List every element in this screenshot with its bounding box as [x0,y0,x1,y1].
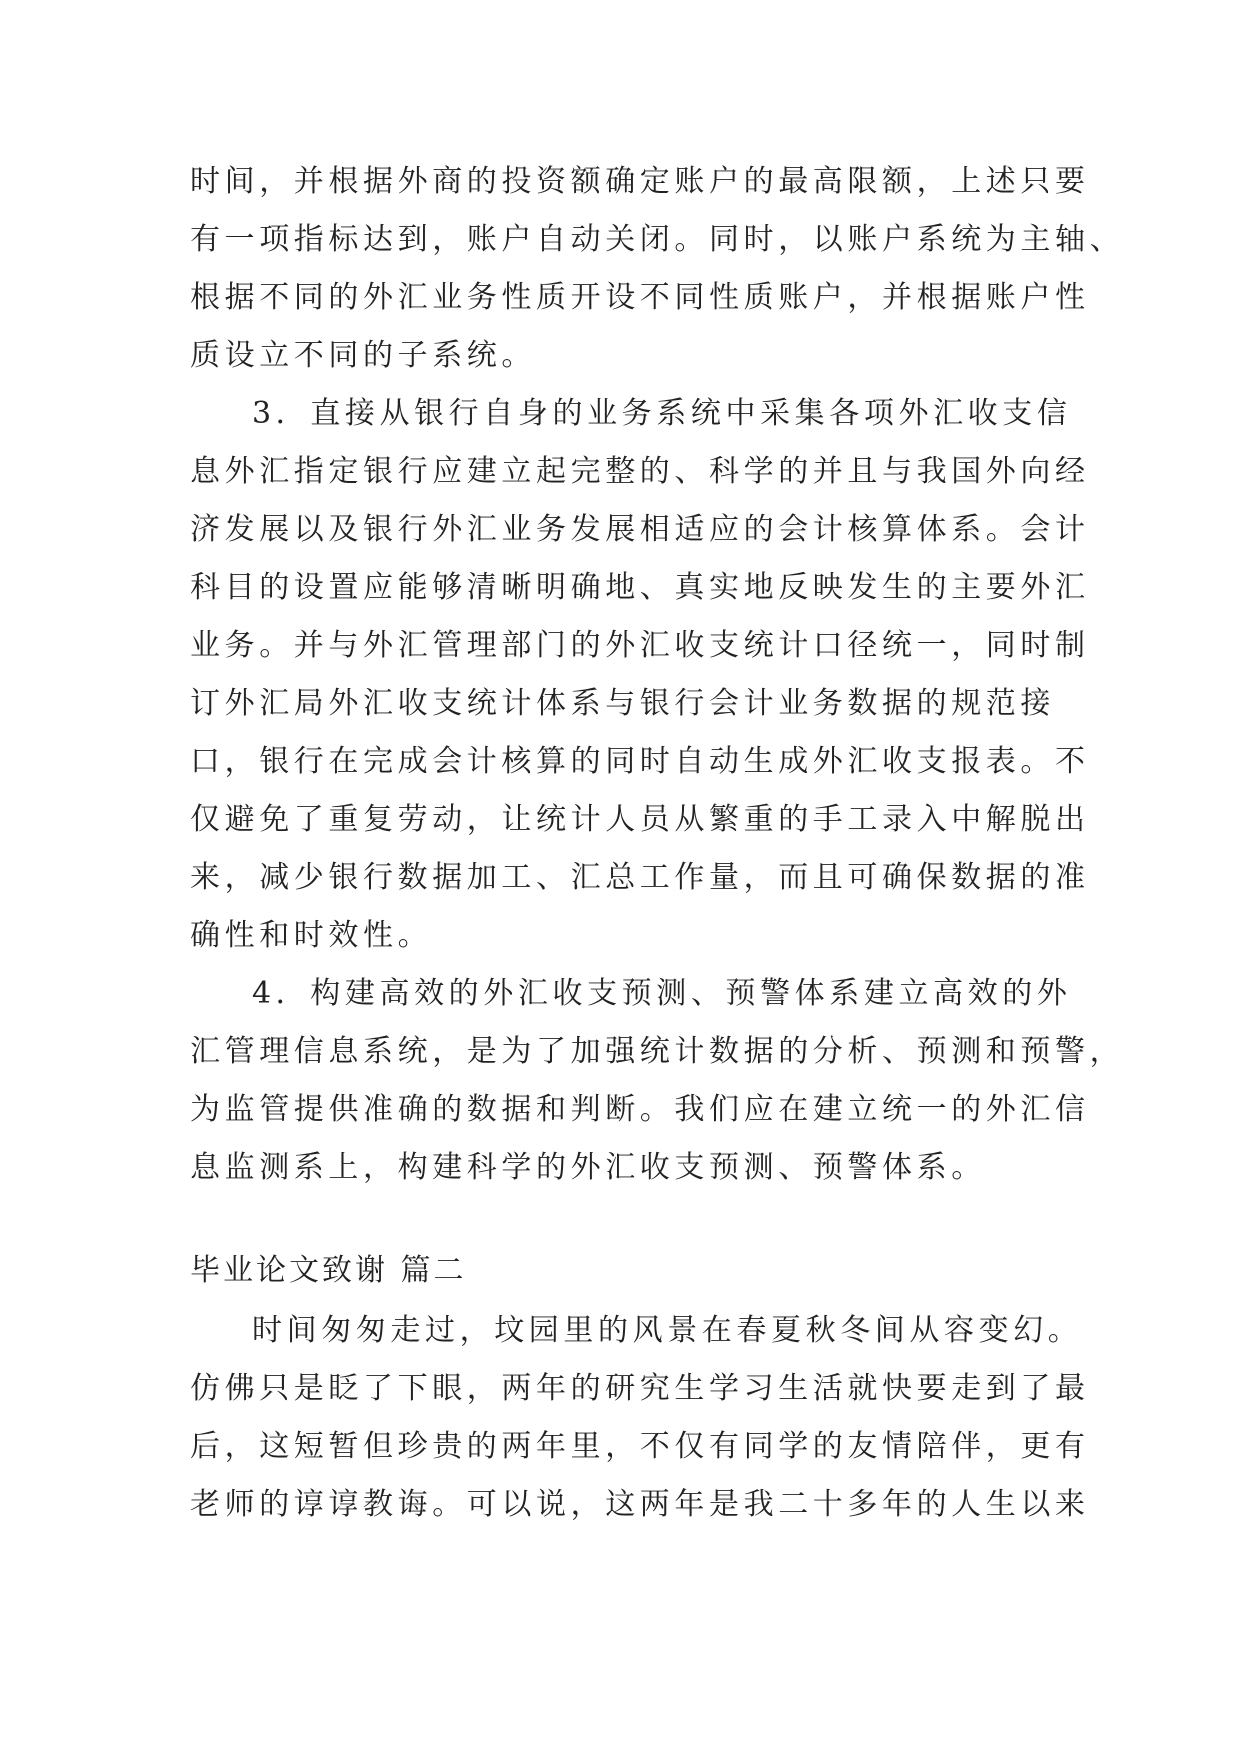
paragraph-line: 时间匆匆走过，坟园里的风景在春夏秋冬间从容变幻。 [252,1313,1083,1348]
paragraph-line: 订外汇局外汇收支统计体系与银行会计业务数据的规范接 [190,686,1055,721]
paragraph-line: 质设立不同的子系统。 [190,338,536,373]
paragraph-line: 为监管提供准确的数据和判断。我们应在建立统一的外汇信 [190,1092,1090,1127]
paragraph-line: 息外汇指定银行应建立起完整的、科学的并且与我国外向经 [190,454,1090,489]
paragraph-line: 后，这短暂但珍贵的两年里，不仅有同学的友情陪伴，更有 [190,1429,1090,1464]
paragraph-line: 时间，并根据外商的投资额确定账户的最高限额，上述只要 [190,164,1090,199]
paragraph-line: 有一项指标达到，账户自动关闭。同时，以账户系统为主轴、 [190,222,1125,257]
paragraph-line: 科目的设置应能够清晰明确地、真实地反映发生的主要外汇 [190,570,1090,605]
section-heading: 毕业论文致谢 篇二 [190,1253,467,1288]
paragraph-line: 来，减少银行数据加工、汇总工作量，而且可确保数据的准 [190,860,1090,895]
paragraph-line: 息监测系上，构建科学的外汇收支预测、预警体系。 [190,1150,986,1185]
paragraph-line: 汇管理信息系统，是为了加强统计数据的分析、预测和预警， [190,1034,1125,1069]
paragraph-line: 仅避免了重复劳动，让统计人员从繁重的手工录入中解脱出 [190,802,1090,837]
paragraph-line: 业务。并与外汇管理部门的外汇收支统计口径统一，同时制 [190,628,1090,663]
paragraph-line: 确性和时效性。 [190,918,433,953]
paragraph-line: 4．构建高效的外汇收支预测、预警体系建立高效的外 [252,976,1072,1011]
paragraph-line: 口，银行在完成会计核算的同时自动生成外汇收支报表。不 [190,744,1090,779]
paragraph-line: 老师的谆谆教诲。可以说，这两年是我二十多年的人生以来 [190,1487,1090,1522]
paragraph-line: 仿佛只是眨了下眼，两年的研究生学习生活就快要走到了最 [190,1371,1090,1406]
paragraph-line: 3．直接从银行自身的业务系统中采集各项外汇收支信 [252,396,1072,431]
paragraph-line: 济发展以及银行外汇业务发展相适应的会计核算体系。会计 [190,512,1090,547]
paragraph-line: 根据不同的外汇业务性质开设不同性质账户，并根据账户性 [190,280,1090,315]
